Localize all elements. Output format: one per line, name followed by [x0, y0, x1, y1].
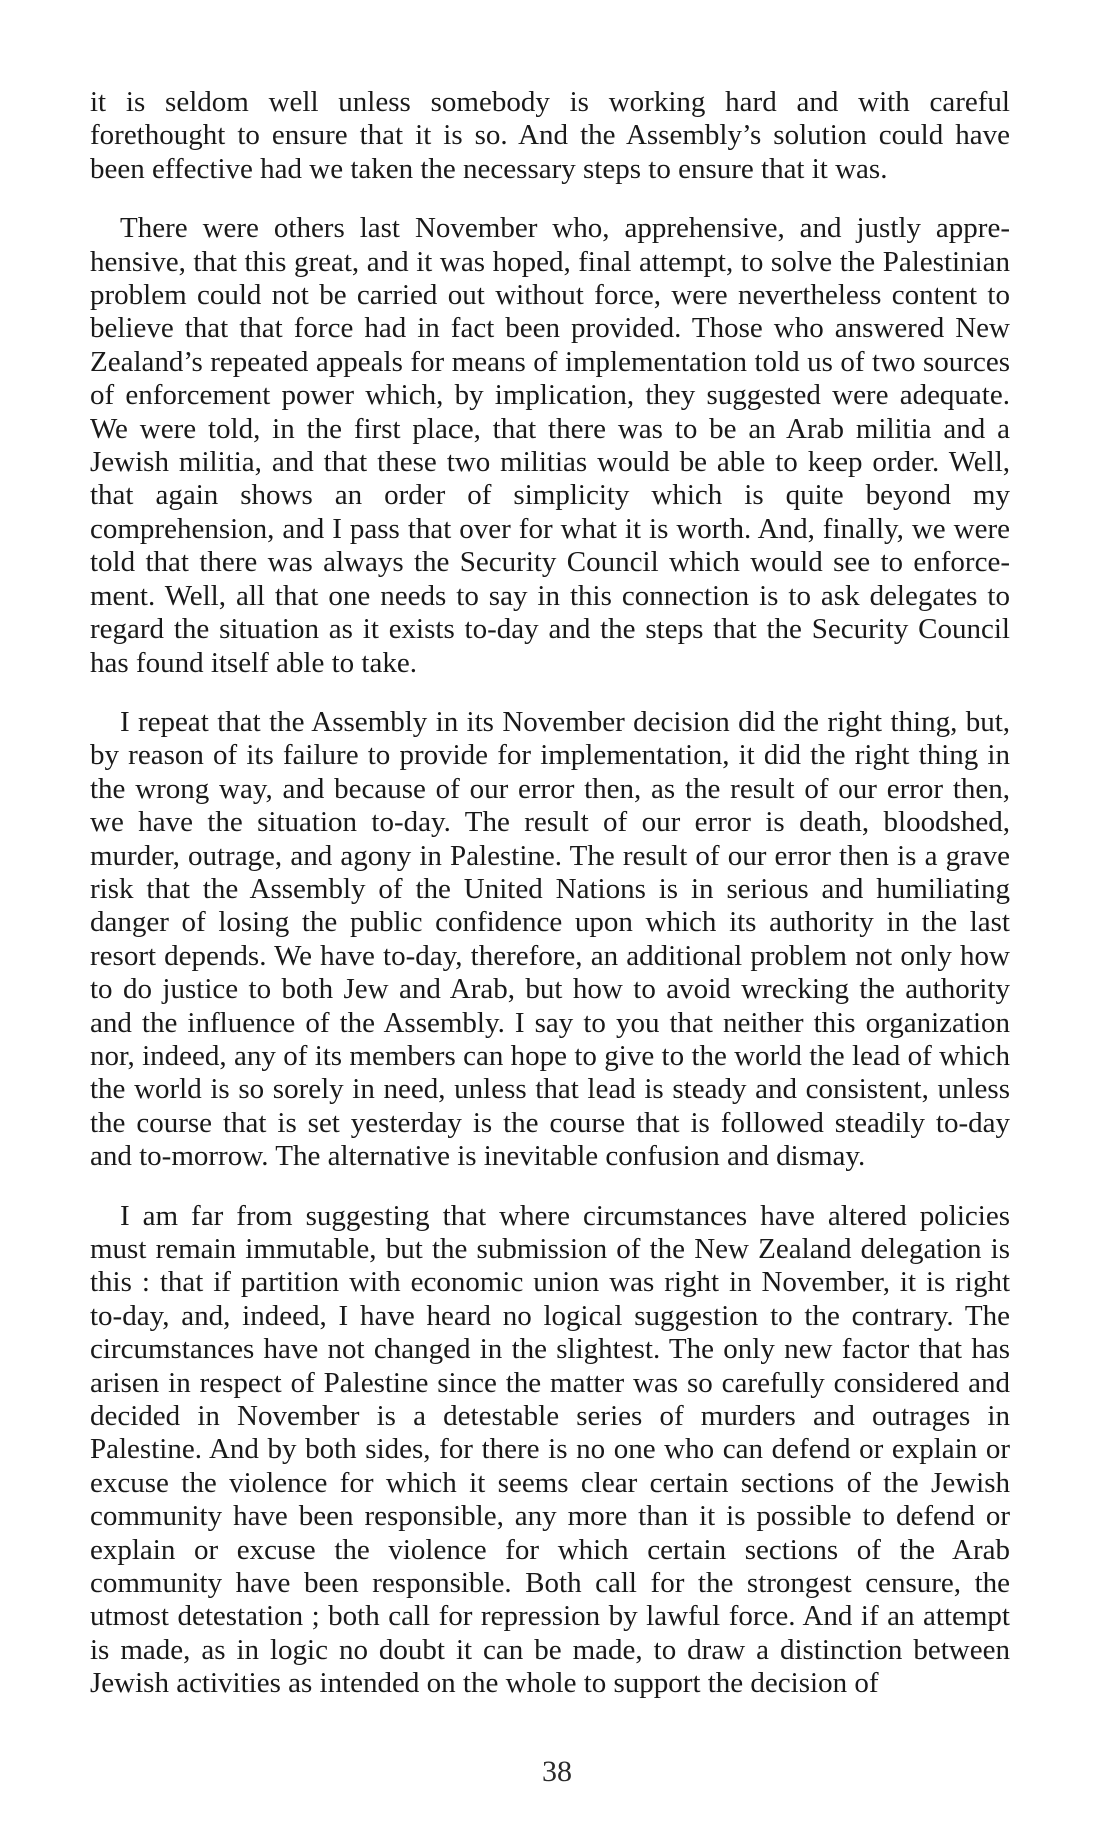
document-body	[90, 86, 1010, 1727]
paragraph-assembly-decision: I repeat that the Assembly in its November decision did the right thing, but, by reason of its failure to provide for implementation, it did the right thing in the wrong way, and because of our error then, as the result of our error then, we have the situation to-day. The result of our error is death, bloodshed, murder, outrage, and agony in Palestine. The result of our error then is a grave risk that the Assembly of the United Nations is in serious and humiliating danger of losing the public confidence upon which its authority in the last resort depends. We have to-day, therefore, an additional problem not only how to do justice to both Jew and Arab, but how to avoid wrecking the authority and the influence of the Assembly. I say to you that neither this organization nor, indeed, any of its members can hope to give to the world the lead of which the world is so sorely in need, unless that lead is steady and consistent, unless the course that is set yesterday is the course that is followed steadily to-day and to-morrow. The alternative is inevitable confusion and dismay.	[90, 705, 1010, 1173]
paragraph-continuation: it is seldom well unless somebody is working hard and with careful forethought to ensure that it is so. And the Assembly’s solution could have been effective had we taken the necessary steps to ensure that it was.	[90, 86, 1010, 185]
page-number: 38	[542, 1755, 572, 1788]
paragraph-new-zealand-submission: I am far from suggesting that where circumstances have altered policies must remain immutable, but the submission of the New Zealand delegation is this : that if partition with economic union was right in November, it is right to-day, and, indeed, I have heard no logical suggestion to the contrary. The circumstances have not changed in the slightest. The only new factor that has arisen in respect of Palestine since the matter was so carefully considered and decided in November is a detestable series of murders and outrages in Palestine. And by both sides, for there is no one who can defend or explain or excuse the violence for which it seems clear certain sections of the Jewish community have been responsible, any more than it is possible to defend or explain or excuse the violence for which certain sections of the Arab community have been responsible. Both call for the strongest censure, the utmost detestation ; both call for repression by lawful force. And if an attempt is made, as in logic no doubt it can be made, to draw a distinction between Jewish activities as intended on the whole to support the decision of	[90, 1199, 1010, 1700]
paragraph-enforcement: There were others last November who, apprehensive, and justly apprehensive, that this great, and it was hoped, final attempt, to solve the Palestinian problem could not be carried out without force, were nevertheless content to believe that that force had in fact been provided. Those who answered New Zealand’s repeated appeals for means of implementation told us of two sources of enforcement power which, by implication, they suggested were adequate. We were told, in the first place, that there was to be an Arab militia and a Jewish militia, and that these two militias would be able to keep order. Well, that again shows an order of simplicity which is quite beyond my comprehension, and I pass that over for what it is worth. And, finally, we were told that there was always the Security Council which would see to enforcement. Well, all that one needs to say in this connection is to ask delegates to regard the situation as it exists to-day and the steps that the Security Council has found itself able to take.	[90, 212, 1010, 679]
